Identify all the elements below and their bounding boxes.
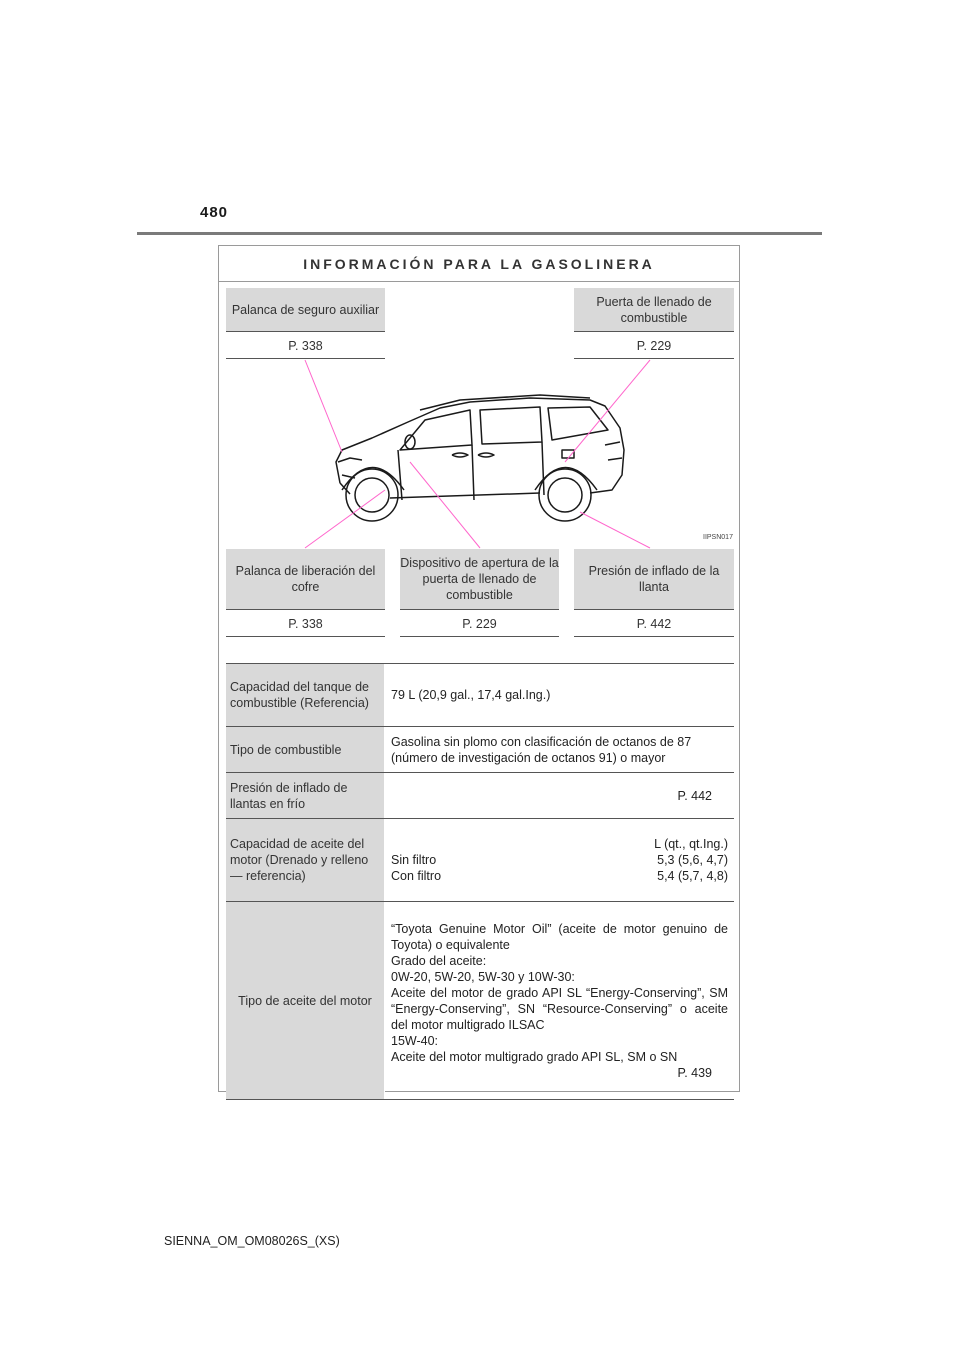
- spec-label: Presión de inflado de llantas en frío: [226, 773, 385, 818]
- oil-type-line: Aceite del motor multigrado grado API SL, SM o SN: [391, 1049, 678, 1064]
- oil-type-line: Aceite del motor de grado API SL “Energy-Conserving”, SM “Energy-Conserving”, SN “Resource-Conserving” o aceite del motor multigrado ILSAC: [391, 985, 728, 1032]
- table-row: [226, 819, 734, 902]
- callout-aux-lock-lever-ref: P. 338: [226, 333, 385, 359]
- spec-value: [385, 902, 734, 1099]
- callout-fuel-door-opener-ref: P. 229: [400, 611, 559, 637]
- tire-pressure-ref: P. 442: [677, 788, 712, 803]
- fuel-type-value: Gasolina sin plomo con clasificación de octanos de 87 (número de investigación de octanos 91) o mayor: [391, 734, 692, 765]
- section-title: INFORMACIÓN PARA LA GASOLINERA: [219, 246, 739, 282]
- oil-type-line: Grado del aceite:: [391, 953, 487, 968]
- figure-code: IIPSN017: [703, 534, 733, 541]
- spec-table: [226, 663, 734, 1100]
- callout-tire-pressure-ref: P. 442: [574, 611, 734, 637]
- oil-capacity-unit: L (qt., qt.Ing.): [654, 837, 728, 851]
- oil-with-filter-value: 5,4 (5,7, 4,8): [657, 869, 728, 883]
- page-number: 480: [200, 204, 229, 221]
- spec-value: [385, 819, 734, 901]
- table-row: [226, 664, 734, 727]
- oil-with-filter-label: Con filtro: [391, 869, 442, 883]
- oil-with-filter: [391, 868, 728, 884]
- oil-without-filter: [391, 852, 728, 868]
- oil-without-filter-value: 5,3 (5,6, 4,7): [657, 853, 728, 867]
- callout-fuel-door-opener: Dispositivo de apertura de la puerta de llenado de combustible: [400, 549, 559, 610]
- table-row: [226, 902, 734, 1100]
- oil-without-filter-label: Sin filtro: [391, 853, 437, 867]
- callout-aux-lock-lever: Palanca de seguro auxiliar: [226, 288, 385, 332]
- spec-value: [385, 773, 734, 818]
- spec-value: [385, 727, 734, 772]
- header-rule: [137, 232, 822, 235]
- oil-type-ref: P. 439: [677, 1065, 712, 1080]
- minivan-illustration: [290, 350, 750, 550]
- spec-label: Capacidad de aceite del motor (Drenado y relleno — referencia): [226, 819, 385, 901]
- callout-hood-release: Palanca de liberación del cofre: [226, 549, 385, 610]
- spec-label: Tipo de combustible: [226, 727, 385, 772]
- table-row: [226, 727, 734, 773]
- callout-hood-release-ref: P. 338: [226, 611, 385, 637]
- table-row: [226, 773, 734, 819]
- oil-type-line: 0W-20, 5W-20, 5W-30 y 10W-30:: [391, 969, 575, 984]
- callout-fuel-door-ref: P. 229: [574, 333, 734, 359]
- footer-doc-code: SIENNA_OM_OM08026S_(XS): [164, 1234, 340, 1248]
- spec-label: Tipo de aceite del motor: [226, 902, 385, 1099]
- oil-type-line: 15W-40:: [391, 1033, 439, 1048]
- spec-value: [385, 664, 734, 726]
- oil-type-line: “Toyota Genuine Motor Oil” (aceite de motor genuino de Toyota) o equivalente: [391, 921, 728, 952]
- spec-label: Capacidad del tanque de combustible (Referencia): [226, 664, 385, 726]
- callout-tire-pressure: Presión de inflado de la llanta: [574, 549, 734, 610]
- fuel-capacity-value: 79 L (20,9 gal., 17,4 gal.Ing.): [391, 688, 551, 702]
- callout-fuel-door: Puerta de llenado de combustible: [574, 288, 734, 332]
